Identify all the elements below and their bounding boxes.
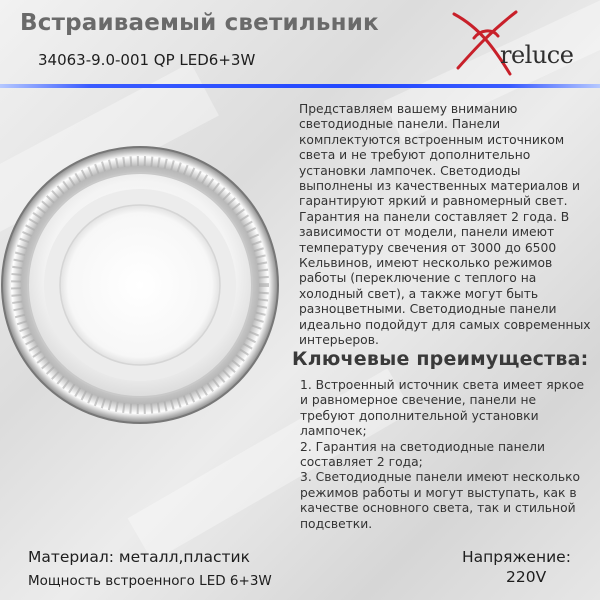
model-number: 34063-9.0-001 QP LED6+3W bbox=[38, 51, 256, 69]
brand-name: reluce bbox=[500, 41, 574, 69]
power-spec: Мощность встроенного LED 6+3W bbox=[28, 573, 272, 589]
advantage-item: 1. Встроенный источник света имеет яркое и равномерное свечение, панели не требуют дополнительной установки лампочек; bbox=[300, 378, 585, 439]
product-description bbox=[299, 102, 591, 349]
advantage-item: 2. Гарантия на светодиодные панели составляет 2 года; bbox=[300, 439, 546, 470]
page-title: Встраиваемый светильник bbox=[20, 10, 379, 36]
product-lamp-image bbox=[0, 140, 290, 430]
description-text: Представляем вашему вниманию светодиодные панели. Панели комплектуются встроенным источником света и не требуют дополнительно установки лампочек. Светодиоды выполнены из качественных материалов и гарантируют яркий и равномерный свет. Гарантия на панели составляет 2 года. В зависимости от модели, панели имеют температуру свечения от 3000 до 6500 Кельвинов, имеют несколько режимов работы (переключение с теплого на холодный свет), а также могут быть разноцветными. Светодиодные панели идеально подойдут для самых современных интерьеров. bbox=[299, 102, 591, 348]
voltage-value: 220V bbox=[506, 568, 547, 586]
brand-logo bbox=[450, 8, 590, 78]
advantage-item: 3. Светодиодные панели имеют несколько режимов работы и могут выступать, как в качестве основного света, так и стильной подсветки. bbox=[300, 470, 581, 531]
material-spec: Материал: металл,пластик bbox=[28, 548, 250, 566]
voltage-label: Напряжение: bbox=[462, 548, 571, 566]
advantages-list bbox=[300, 378, 592, 532]
header-divider bbox=[0, 84, 600, 88]
advantages-title: Ключевые преимущества: bbox=[292, 348, 589, 370]
